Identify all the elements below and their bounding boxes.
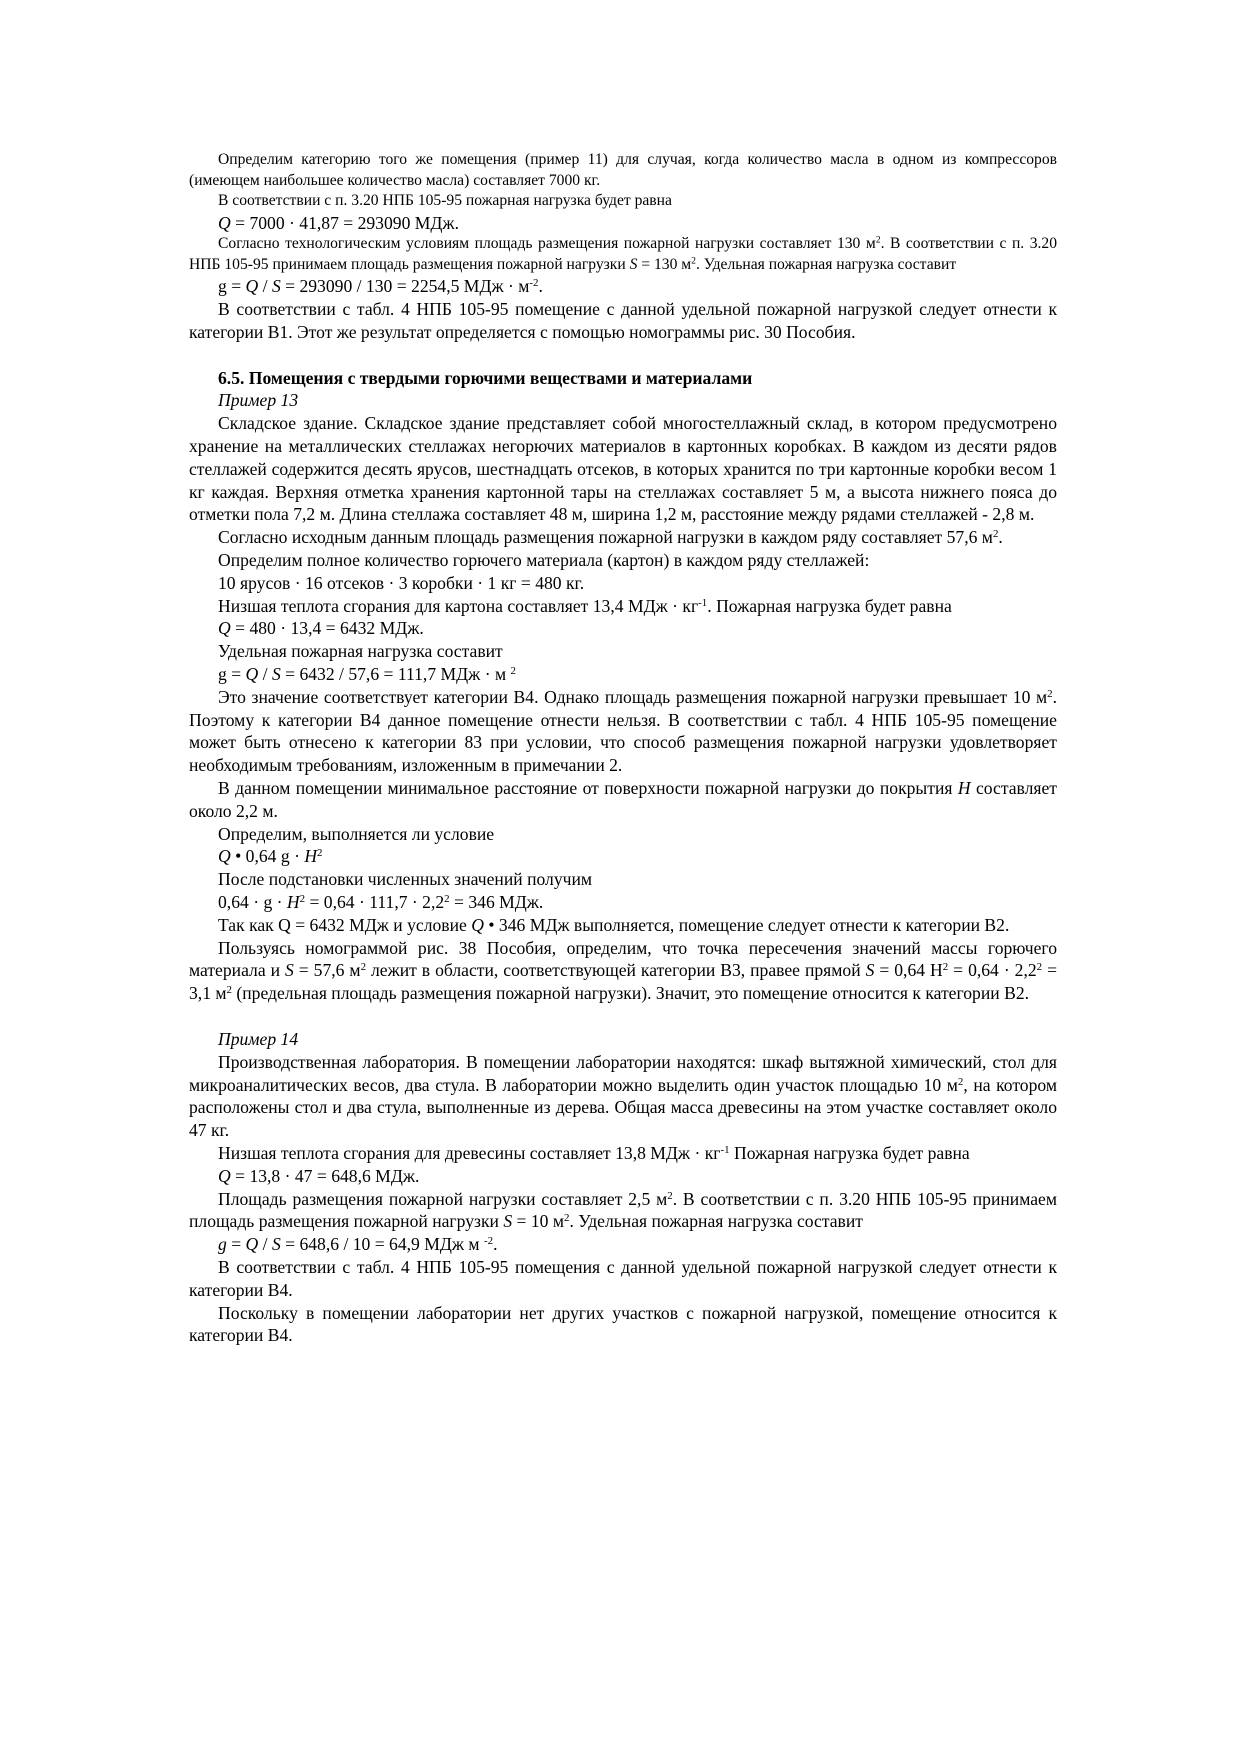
example-title: Пример 13 [218, 390, 299, 411]
paragraph: Определим полное количество горючего материала (картон) в каждом ряду стеллажей: [218, 550, 870, 571]
formula-line: Q = 13,8 · 47 = 648,6 МДж. [218, 1165, 420, 1186]
example-title: Пример 14 [218, 1029, 299, 1049]
paragraph: В соответствии с табл. 4 НПБ 105-95 помещение с данной удельной пожарной нагрузкой следует отнести к категории В1. Этот же результат определяется с помощью номограммы рис. 30 Пособия. [189, 299, 1057, 342]
formula-line: g = Q / S = 648,6 / 10 = 64,9 МДж м $^{-2}$. [218, 1234, 498, 1255]
paragraph: Складское здание. Складское здание представляет собой многостеллажный склад, в котором предусмотрено хранение на металлических стеллажах негорючих материалов в картонных коробках. В каждом из десяти рядов стеллажей содержится десять ярусов, шестнадцать отсеков, в которых хранится по три картонные коробки весом 1 кг каждая. Верхняя отметка хранения картонной тары на стеллажах составляет 5 м, а высота нижнего пояса до отметки пола 7,2 м. Длина стеллажа составляет 48 м, ширина 1,2 м, расстояние между рядами стеллажей - 2,8 м. [189, 413, 1057, 525]
paragraph: Поскольку в помещении лаборатории нет других участков с пожарной нагрузкой, помещение относится к категории В4. [189, 1302, 1057, 1346]
paragraph: Определим, выполняется ли условие [218, 823, 495, 844]
paragraph: Согласно исходным данным площадь размещения пожарной нагрузки в каждом ряду составляет 57,6 $м^2$. [218, 527, 1003, 548]
formula-line: Q = 7000 · 41,87 = 293090 МДж. [218, 212, 459, 233]
section-heading: 6.5. Помещения с твердыми горючими веществами и материалами [218, 367, 753, 388]
paragraph: Это значение соответствует категории В4. Однако площадь размещения пожарной нагрузки превышает 10 $м^2$. Поэтому к категории В4 данное помещение отнести нельзя. В соответствии с табл. 4 НПБ 105-95 помещение может быть отнесено к категории 83 при условии, что способ размещения пожарной нагрузки удовлетворяет необходимым требованиям, изложенным в примечании 2. [189, 686, 1057, 776]
paragraph: Согласно технологическим условиям площадь размещения пожарной нагрузки составляет 130 $м^2$. В соответствии с п. 3.20 НПБ 105-95 принимаем площадь размещения пожарной нагрузки S = 130 $м^2$. Удельная пожарная нагрузка составит [189, 234, 1057, 273]
paragraph: Площадь размещения пожарной нагрузки составляет 2,5 $м^2$. В соответствии с п. 3.20 НПБ 105-95 принимаем площадь размещения пожарной нагрузки S = 10 $м^2$. Удельная пожарная нагрузка составит [189, 1188, 1057, 1232]
paragraph: Удельная пожарная нагрузка составит [218, 641, 503, 662]
paragraph: После подстановки численных значений получим [218, 869, 593, 890]
document-page [189, 150, 1057, 1347]
formula-line: Q = 480 · 13,4 = 6432 МДж. [218, 618, 424, 639]
paragraph: Пользуясь номограммой рис. 38 Пособия, определим, что точка пересечения значений массы горючего материала и S = 57,6 $м^2$ лежит в области, соответствующей категории В3, правее прямой S = 0,64 $Н^2 = 0,64 \cdot 2,2^2 = 3,1$ $м^2$ (предельная площадь размещения пожарной нагрузки). Значит, это помещение относится к категории В2. [189, 937, 1058, 1004]
paragraph: В соответствии с табл. 4 НПБ 105-95 помещения с данной удельной пожарной нагрузкой следует отнести к категории В4. [189, 1256, 1057, 1300]
paragraph: Определим категорию того же помещения (пример 11) для случая, когда количество масла в одном из компрессоров (имеющем наибольшее количество масла) составляет 7000 кг. [189, 151, 1057, 189]
paragraph: Так как Q = 6432 МДж и условие Q • 346 МДж выполняется, помещение следует отнести к категории В2. [218, 914, 1010, 935]
formula-line: 10 ярусов · 16 отсеков · 3 коробки · 1 кг = 480 кг. [218, 572, 585, 593]
paragraph: В данном помещении минимальное расстояние от поверхности пожарной нагрузки до покрытия H составляет около 2,2 м. [189, 778, 1057, 821]
formula-line: g = Q / S = 293090 / 130 = 2254,5 МДж · $м^{-2}$. [218, 276, 543, 297]
formula-line: Q • 0,64 $g \cdot H^2$ [218, 846, 323, 867]
paragraph: Низшая теплота сгорания для древесины составляет 13,8 МДж · $кг^{-1}$ Пожарная нагрузка будет равна [218, 1142, 970, 1163]
paragraph: Низшая теплота сгорания для картона составляет 13,4 МДж · $кг^{-1}$. Пожарная нагрузка будет равна [218, 595, 952, 616]
paragraph: В соответствии с п. 3.20 НПБ 105-95 пожарная нагрузка будет равна [218, 192, 672, 209]
formula-line: $0,64 \cdot g \cdot H^2 = 0,64 \cdot 111,7 \cdot 2,2^2 = 346$ МДж. [218, 892, 544, 913]
paragraph: Производственная лаборатория. В помещении лаборатории находятся: шкаф вытяжной химический, стол для микроаналитических весов, два стула. В лаборатории можно выделить один участок площадью 10 $м^2$, на котором расположены стол и два стула, выполненные из дерева. Общая масса древесины на этом участке составляет около 47 кг. [189, 1051, 1057, 1141]
formula-line: g = Q / S = 6432 / 57,6 = 111,7 МДж · м $^2$ [218, 664, 516, 685]
